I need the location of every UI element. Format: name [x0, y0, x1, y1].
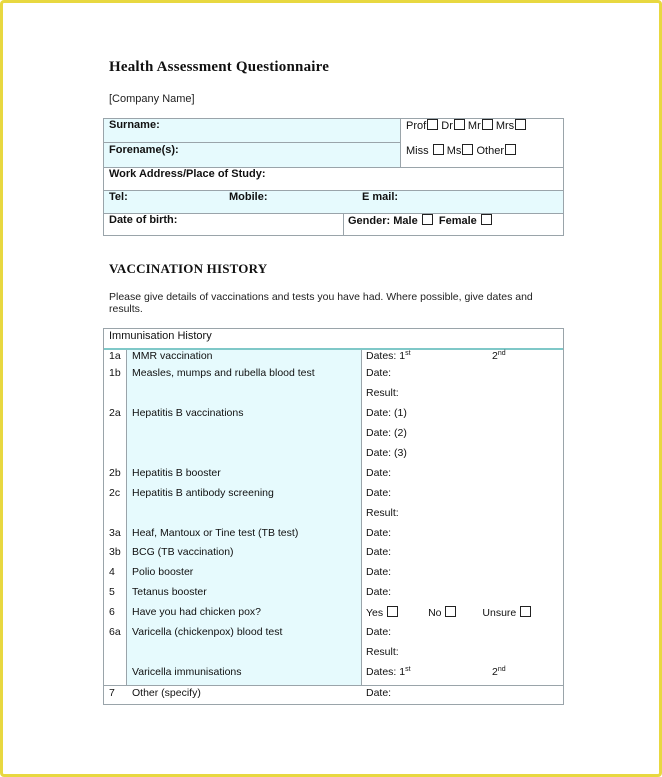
- no-label: No: [428, 607, 442, 619]
- row-answer[interactable]: [366, 566, 391, 578]
- answer-label: Date: (2): [366, 427, 407, 439]
- row-number: 6a: [109, 626, 121, 638]
- row-number: 3b: [109, 546, 121, 558]
- answer-label: Result:: [366, 646, 399, 658]
- row-answer[interactable]: [366, 387, 399, 399]
- mr-checkbox[interactable]: [482, 119, 493, 130]
- answer-label: Result:: [366, 507, 399, 519]
- unsure-label: Unsure: [482, 607, 517, 619]
- row-number: 7: [109, 687, 115, 699]
- row-answer[interactable]: [366, 527, 391, 539]
- row-number: 1a: [109, 350, 121, 362]
- row-description: Hepatitis B booster: [132, 467, 221, 479]
- surname-label: Surname:: [109, 119, 160, 131]
- answer-label: Date:: [366, 586, 392, 598]
- other-checkbox[interactable]: [505, 144, 516, 155]
- answer-label: Date:: [366, 487, 392, 499]
- answer-label: Date:: [366, 546, 392, 558]
- row-answer[interactable]: [366, 407, 407, 419]
- ms-label: Ms: [446, 145, 462, 157]
- row-description: Hepatitis B vaccinations: [132, 407, 244, 419]
- row-answer[interactable]: [366, 487, 391, 499]
- male-label: Gender: Male: [348, 215, 418, 227]
- prof-label: Prof: [406, 120, 427, 132]
- other-label: Other: [476, 145, 504, 157]
- row-answer-second[interactable]: [492, 666, 506, 678]
- row-number: 2b: [109, 467, 121, 479]
- answer-label: Dates: 1: [366, 666, 406, 678]
- dr-checkbox[interactable]: [454, 119, 465, 130]
- immunisation-table: [103, 328, 564, 705]
- contact-row: [104, 191, 563, 213]
- mobile-label: Mobile:: [229, 191, 268, 203]
- row-description: Measles, mumps and rubella blood test: [132, 367, 315, 379]
- row-answer[interactable]: [366, 427, 407, 439]
- miss-label: Miss: [406, 145, 429, 157]
- work-address-label: Work Address/Place of Study:: [109, 168, 266, 180]
- row-number: 5: [109, 586, 115, 598]
- prof-checkbox[interactable]: [427, 119, 438, 130]
- row-answer[interactable]: [366, 546, 391, 558]
- answer-label: Date:: [366, 687, 392, 699]
- row-number: 1b: [109, 367, 121, 379]
- vaccination-intro: Please give details of vaccinations and tests you have had. Where possible, give dates and results.: [109, 291, 533, 315]
- row-answer[interactable]: [366, 367, 391, 379]
- male-checkbox[interactable]: [422, 214, 433, 225]
- title-options-row1: [406, 119, 526, 132]
- row-number: 2c: [109, 487, 121, 499]
- row-answer-second[interactable]: [492, 350, 506, 362]
- no-checkbox[interactable]: [445, 606, 456, 617]
- row-description: Heaf, Mantoux or Tine test (TB test): [132, 527, 299, 539]
- row-number: 4: [109, 566, 115, 578]
- answer-label: Date: (1): [366, 407, 407, 419]
- row-description: Tetanus booster: [132, 586, 207, 598]
- female-checkbox[interactable]: [481, 214, 492, 225]
- answer-label: Date:: [366, 566, 392, 578]
- row-description: MMR vaccination: [132, 350, 213, 362]
- answer-label: Date:: [366, 626, 392, 638]
- chickenpox-options: [366, 606, 531, 619]
- answer-superscript: st: [405, 666, 411, 673]
- row-answer[interactable]: [366, 586, 391, 598]
- dob-label: Date of birth:: [109, 214, 178, 226]
- page-title: Health Assessment Questionnaire: [109, 59, 330, 75]
- yes-checkbox[interactable]: [387, 606, 398, 617]
- second-label: 2: [492, 666, 498, 678]
- row-description: Have you had chicken pox?: [132, 606, 261, 618]
- row-answer[interactable]: [366, 646, 399, 658]
- row-separator: [104, 685, 563, 686]
- row-answer[interactable]: [366, 507, 399, 519]
- row-answer[interactable]: [366, 350, 411, 362]
- second-label: 2: [492, 350, 498, 362]
- answer-label: Dates: 1: [366, 350, 406, 362]
- second-superscript: nd: [497, 666, 506, 673]
- row-description: Polio booster: [132, 566, 194, 578]
- answer-superscript: st: [405, 350, 411, 357]
- yes-label: Yes: [366, 607, 384, 619]
- answer-label: Date:: [366, 367, 392, 379]
- row-answer[interactable]: [366, 467, 391, 479]
- mr-label: Mr: [467, 120, 481, 132]
- personal-details-table: [103, 118, 564, 236]
- row-number: 2a: [109, 407, 121, 419]
- row-answer[interactable]: [366, 447, 407, 459]
- row-answer[interactable]: [366, 626, 391, 638]
- ms-checkbox[interactable]: [462, 144, 473, 155]
- row-description: Hepatitis B antibody screening: [132, 487, 274, 499]
- company-name: [Company Name]: [109, 93, 195, 105]
- row-description: Varicella immunisations: [132, 666, 242, 678]
- immunisation-table-header: Immunisation History: [109, 330, 212, 342]
- dr-label: Dr: [441, 120, 453, 132]
- email-label: E mail:: [362, 191, 399, 203]
- vaccination-heading: VACCINATION HISTORY: [109, 261, 268, 276]
- unsure-checkbox[interactable]: [520, 606, 531, 617]
- mrs-checkbox[interactable]: [515, 119, 526, 130]
- mrs-label: Mrs: [495, 120, 515, 132]
- row-description: BCG (TB vaccination): [132, 546, 234, 558]
- forename-label: Forename(s):: [109, 144, 179, 156]
- row-number: 6: [109, 606, 115, 618]
- gender-options: [348, 214, 492, 227]
- second-superscript: nd: [497, 350, 506, 357]
- answer-label: Date:: [366, 527, 392, 539]
- row-answer[interactable]: [366, 687, 391, 699]
- miss-checkbox[interactable]: [433, 144, 444, 155]
- answer-label: Date: (3): [366, 447, 407, 459]
- female-label: Female: [438, 215, 477, 227]
- tel-label: Tel:: [109, 191, 128, 203]
- title-options-row2: [406, 144, 516, 157]
- row-description: Varicella (chickenpox) blood test: [132, 626, 283, 638]
- row-answer[interactable]: [366, 666, 411, 678]
- row-number: 3a: [109, 527, 121, 539]
- answer-label: Date:: [366, 467, 392, 479]
- answer-label: Result:: [366, 387, 399, 399]
- row-description: Other (specify): [132, 687, 201, 699]
